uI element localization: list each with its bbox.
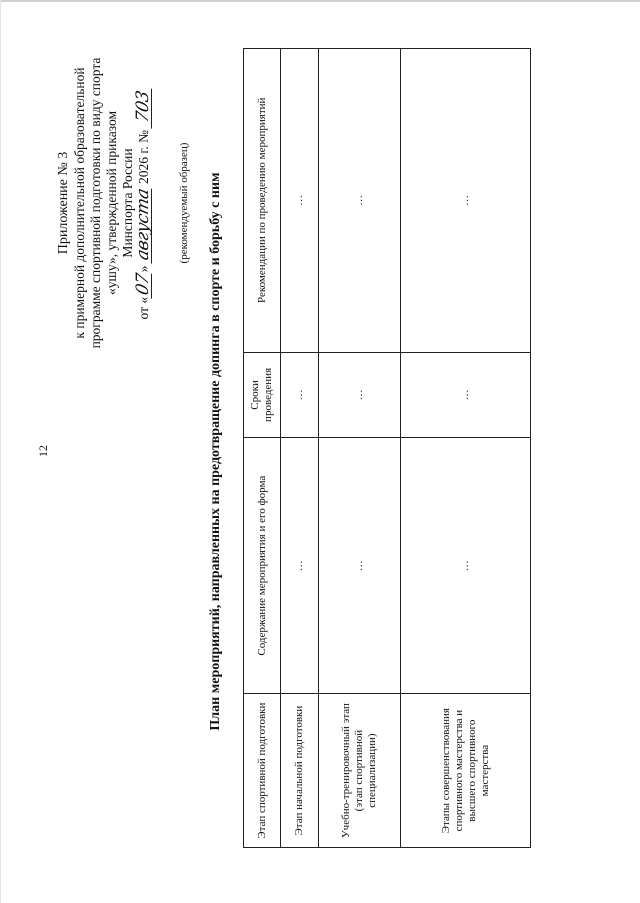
row-dates: … bbox=[401, 352, 531, 438]
row-stage: Этап начальной подготовки bbox=[281, 694, 319, 848]
table-header-row bbox=[244, 49, 281, 848]
row-stage: Учебно-тренировочный этап (этап спортивной специализации) bbox=[319, 694, 401, 848]
row-content: … bbox=[281, 438, 319, 694]
header-stage: Этап спортивной подготовки bbox=[244, 694, 281, 848]
appendix-line-4: Минспорта России bbox=[120, 148, 135, 258]
row-recommendations: … bbox=[281, 49, 319, 353]
row-content: … bbox=[319, 438, 401, 694]
sample-note: (рекомендуемый образец) bbox=[178, 142, 190, 264]
table-row bbox=[401, 49, 531, 848]
order-prefix: от « bbox=[136, 296, 151, 320]
appendix-line-3: «ушу», утвержденной приказом bbox=[104, 111, 119, 295]
appendix-line-1: к примерной дополнительной образовательной bbox=[72, 67, 87, 339]
row-content: … bbox=[401, 438, 531, 694]
appendix-line-2: программе спортивной подготовки по виду спорта bbox=[88, 57, 103, 349]
header-content: Содержание мероприятия и его форма bbox=[244, 438, 281, 694]
order-number-handwritten: 703 bbox=[136, 85, 152, 128]
row-stage: Этапы совершенствования спортивного мастерства и высшего спортивного мастерства bbox=[401, 694, 531, 848]
appendix-title: Приложение № 3 bbox=[56, 151, 71, 255]
appendix-header bbox=[56, 33, 152, 373]
order-line bbox=[133, 33, 153, 373]
header-dates: Сроки проведения bbox=[244, 352, 281, 438]
order-month-handwritten: августа bbox=[133, 186, 153, 263]
plan-table bbox=[243, 48, 531, 848]
order-year: 2026 г. № bbox=[136, 129, 151, 184]
table-row bbox=[281, 49, 319, 848]
header-recommendations: Рекомендации по проведению мероприятий bbox=[244, 49, 281, 353]
page-number: 12 bbox=[36, 445, 50, 457]
row-dates: … bbox=[319, 352, 401, 438]
row-dates: … bbox=[281, 352, 319, 438]
row-recommendations: … bbox=[319, 49, 401, 353]
table-row bbox=[319, 49, 401, 848]
row-recommendations: … bbox=[401, 49, 531, 353]
document-title: План мероприятий, направленных на предотвращение допинга в спорте и борьбу с ним bbox=[208, 172, 223, 731]
order-day-handwritten: 07 bbox=[133, 271, 153, 297]
order-mid: » bbox=[136, 265, 151, 273]
